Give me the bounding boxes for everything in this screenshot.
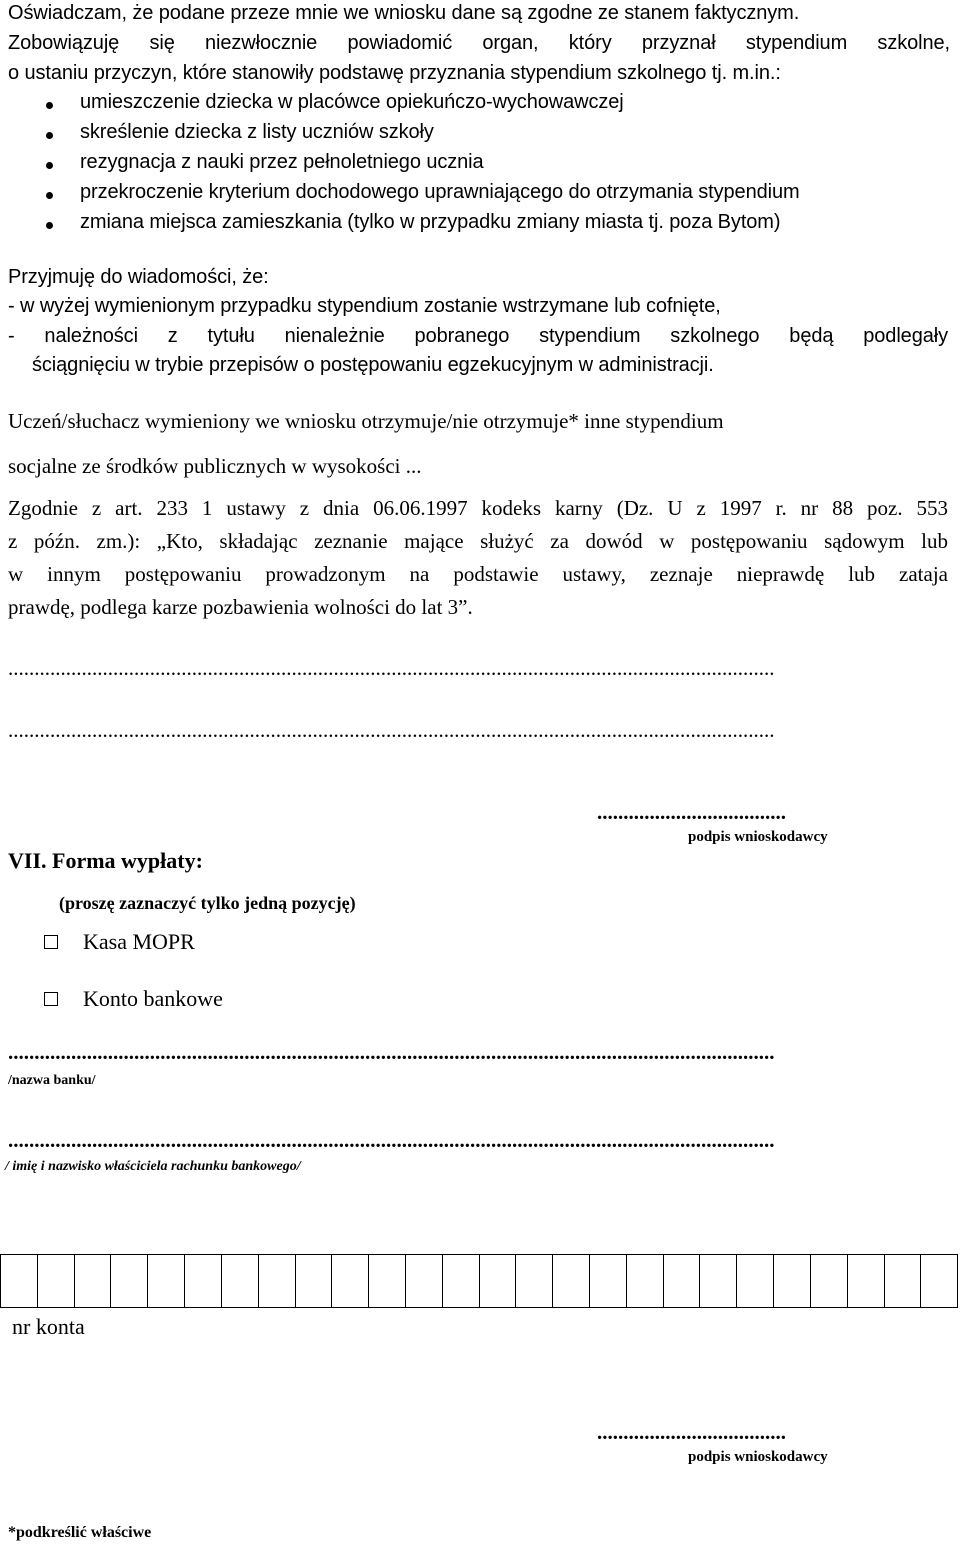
account-digit-cell[interactable] [774, 1255, 811, 1307]
reason-item: rezygnacja z nauki przez pełnoletniego ucznia [80, 151, 484, 173]
dotted-fill-line[interactable]: .................................................................................................................................................. [8, 656, 775, 680]
account-digit-cell[interactable] [590, 1255, 627, 1307]
other-scholarship-line-1: Uczeń/słuchacz wymieniony we wniosku otrzymuje/nie otrzymuje* inne stypendium [8, 409, 724, 433]
signature-dots[interactable]: .................................... [597, 800, 786, 824]
legal-line-1: Zgodnie z art. 233 1 ustawy z dnia 06.06.1997 kodeks karny (Dz. U z 1997 r. nr 88 poz. 553 [8, 496, 948, 520]
account-digit-cell[interactable] [700, 1255, 737, 1307]
account-digit-cell[interactable] [553, 1255, 590, 1307]
account-number-grid[interactable] [0, 1254, 958, 1308]
signature-dots[interactable]: .................................... [597, 1420, 786, 1444]
option-label: Kasa MOPR [83, 929, 195, 954]
bank-name-field[interactable]: .................................................................................................................................................. [8, 1040, 775, 1064]
declaration-line-3: o ustaniu przyczyn, które stanowiły podstawę przyznania stypendium szkolnego tj. m.in.: [8, 62, 781, 84]
signature-label: podpis wnioskodawcy [688, 829, 828, 845]
declaration-line-2: Zobowiązuję się niezwłocznie powiadomić organ, który przyznał stypendium szkolne, [8, 32, 950, 54]
bank-name-label: /nazwa banku/ [8, 1073, 96, 1088]
acknowledge-heading: Przyjmuję do wiadomości, że: [8, 266, 269, 288]
acknowledge-item-2-line-1: - należności z tytułu nienależnie pobranego stypendium szkolnego będą podlegały [8, 325, 948, 347]
account-digit-cell[interactable] [369, 1255, 406, 1307]
account-digit-cell[interactable] [443, 1255, 480, 1307]
account-digit-cell[interactable] [185, 1255, 222, 1307]
bullet-icon [46, 222, 53, 229]
account-digit-cell[interactable] [480, 1255, 517, 1307]
account-digit-cell[interactable] [1, 1255, 38, 1307]
reason-item: zmiana miejsca zamieszkania (tylko w przypadku zmiany miasta tj. poza Bytom) [80, 211, 781, 233]
dotted-fill-line[interactable]: .................................................................................................................................................. [8, 718, 775, 742]
legal-line-4: prawdę, podlega karze pozbawienia wolności do lat 3”. [8, 595, 473, 619]
acknowledge-item-2-line-2: ściągnięciu w trybie przepisów o postępowaniu egzekucyjnym w administracji. [32, 354, 714, 376]
section-vii-title: VII. Forma wypłaty: [8, 848, 203, 873]
account-digit-cell[interactable] [259, 1255, 296, 1307]
section-vii-hint: (proszę zaznaczyć tylko jedną pozycję) [59, 893, 356, 913]
legal-line-2: z późn. zm.): „Kto, składając zeznanie mające służyć za dowód w postępowaniu sądowym lub [8, 529, 948, 553]
account-digit-cell[interactable] [332, 1255, 369, 1307]
account-digit-cell[interactable] [737, 1255, 774, 1307]
account-digit-cell[interactable] [296, 1255, 333, 1307]
account-digit-cell[interactable] [664, 1255, 701, 1307]
account-digit-cell[interactable] [811, 1255, 848, 1307]
checkbox-icon[interactable] [44, 935, 58, 949]
bullet-icon [46, 132, 53, 139]
account-owner-label: / imię i nazwisko właściciela rachunku bankowego/ [5, 1159, 301, 1174]
account-digit-cell[interactable] [148, 1255, 185, 1307]
declaration-line-1: Oświadczam, że podane przeze mnie we wniosku dane są zgodne ze stanem faktycznym. [8, 2, 800, 24]
account-digit-cell[interactable] [921, 1255, 958, 1307]
reason-item: umieszczenie dziecka w placówce opiekuńczo-wychowawczej [80, 91, 624, 113]
account-digit-cell[interactable] [406, 1255, 443, 1307]
account-digit-cell[interactable] [111, 1255, 148, 1307]
account-number-label: nr konta [12, 1314, 85, 1339]
bullet-icon [46, 192, 53, 199]
bullet-icon [46, 162, 53, 169]
other-scholarship-line-2[interactable]: socjalne ze środków publicznych w wysokości ... [8, 454, 422, 478]
account-digit-cell[interactable] [75, 1255, 112, 1307]
account-digit-cell[interactable] [627, 1255, 664, 1307]
account-digit-cell[interactable] [222, 1255, 259, 1307]
reason-item: przekroczenie kryterium dochodowego uprawniającego do otrzymania stypendium [80, 181, 800, 203]
checkbox-icon[interactable] [44, 992, 58, 1006]
account-digit-cell[interactable] [38, 1255, 75, 1307]
option-label: Konto bankowe [83, 986, 223, 1011]
signature-label: podpis wnioskodawcy [688, 1449, 828, 1465]
bullet-icon [46, 102, 53, 109]
account-digit-cell[interactable] [885, 1255, 922, 1307]
account-owner-field[interactable]: .................................................................................................................................................. [8, 1128, 775, 1152]
footnote: *podkreślić właściwe [8, 1524, 152, 1541]
legal-line-3: w innym postępowaniu prowadzonym na podstawie ustawy, zeznaje nieprawdę lub zataja [8, 562, 948, 586]
acknowledge-item-1: - w wyżej wymienionym przypadku stypendium zostanie wstrzymane lub cofnięte, [8, 295, 721, 317]
reason-item: skreślenie dziecka z listy uczniów szkoły [80, 121, 434, 143]
account-digit-cell[interactable] [516, 1255, 553, 1307]
account-digit-cell[interactable] [848, 1255, 885, 1307]
